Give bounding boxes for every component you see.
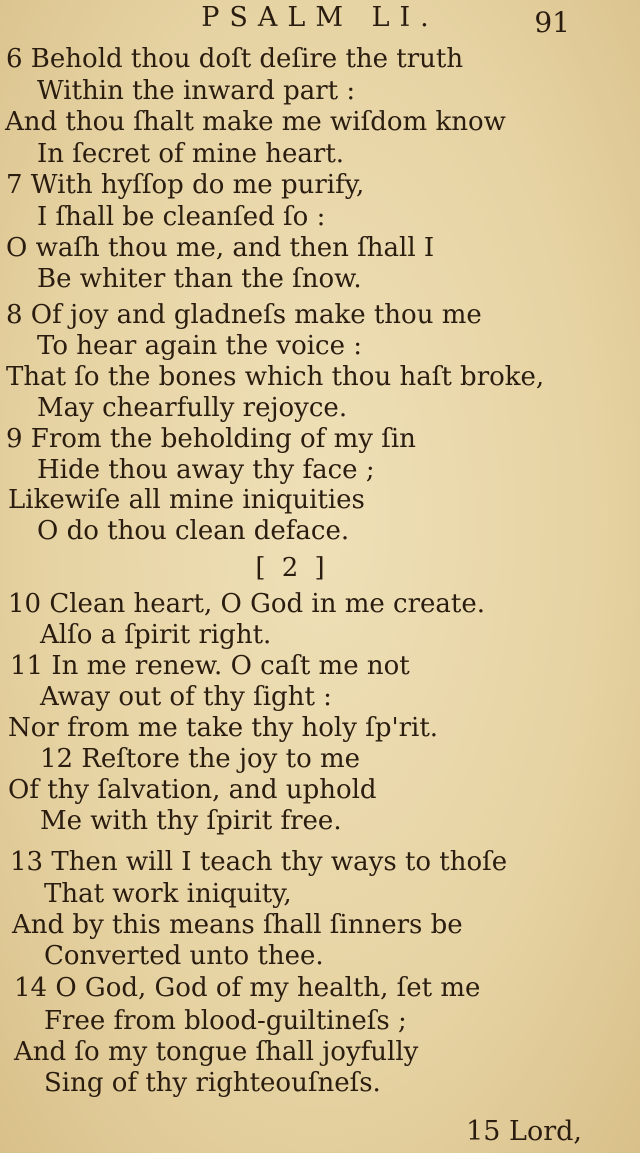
section-marker: [ 2 ] bbox=[255, 553, 329, 583]
verse-line: Alſo a ſpirit right. bbox=[40, 620, 272, 650]
verse-line: Within the inward part : bbox=[37, 76, 356, 106]
verse-line: And by this means ſhall ſinners be bbox=[12, 910, 463, 940]
verse-line: 6 Behold thou doſt deſire the truth bbox=[6, 44, 464, 74]
verse-line: Nor from me take thy holy ſp'rit. bbox=[8, 713, 439, 743]
verse-line: Sing of thy righteouſneſs. bbox=[44, 1068, 381, 1098]
verse-line: Me with thy ſpirit free. bbox=[40, 806, 342, 836]
verse-line: That ſo the bones which thou haſt broke, bbox=[6, 362, 545, 392]
verse-line: Of thy ſalvation, and uphold bbox=[8, 775, 377, 805]
verse-line: Be whiter than the ſnow. bbox=[37, 264, 362, 294]
verse-line: Likewiſe all mine iniquities bbox=[8, 485, 365, 515]
verse-line: 8 Of joy and gladneſs make thou me bbox=[6, 300, 482, 330]
running-header-title: PSALM LI. bbox=[201, 2, 439, 33]
verse-line: 13 Then will I teach thy ways to thoſe bbox=[10, 847, 508, 877]
catchword: 15 Lord, bbox=[466, 1116, 582, 1147]
verse-line: 12 Reſtore the joy to me bbox=[40, 744, 361, 774]
verse-line: That work iniquity, bbox=[44, 879, 292, 909]
verse-line: 10 Clean heart, O God in me create. bbox=[8, 589, 486, 619]
verse-line: To hear again the voice : bbox=[37, 331, 363, 361]
verse-line: O waſh thou me, and then ſhall I bbox=[6, 233, 435, 263]
verse-line: I ſhall be cleanſed ſo : bbox=[37, 202, 326, 232]
verse-line: May chearfully rejoyce. bbox=[37, 393, 348, 423]
verse-line: In ſecret of mine heart. bbox=[37, 139, 345, 169]
verse-line: Away out of thy ſight : bbox=[40, 682, 332, 712]
verse-line: Free from blood-guiltineſs ; bbox=[44, 1006, 407, 1036]
verse-line: 11 In me renew. O caſt me not bbox=[10, 651, 410, 681]
verse-line: And ſo my tongue ſhall joyfully bbox=[14, 1037, 419, 1067]
page-number: 91 bbox=[534, 6, 570, 39]
verse-line: And thou ſhalt make me wiſdom know bbox=[5, 107, 506, 137]
verse-line: 14 O God, God of my health, ſet me bbox=[14, 973, 481, 1003]
verse-line: Hide thou away thy face ; bbox=[37, 455, 375, 485]
verse-line: 7 With hyſſop do me purify, bbox=[6, 170, 365, 200]
verse-line: Converted unto thee. bbox=[44, 941, 324, 971]
verse-line: O do thou clean deface. bbox=[37, 516, 350, 546]
verse-line: 9 From the beholding of my ſin bbox=[6, 424, 416, 454]
